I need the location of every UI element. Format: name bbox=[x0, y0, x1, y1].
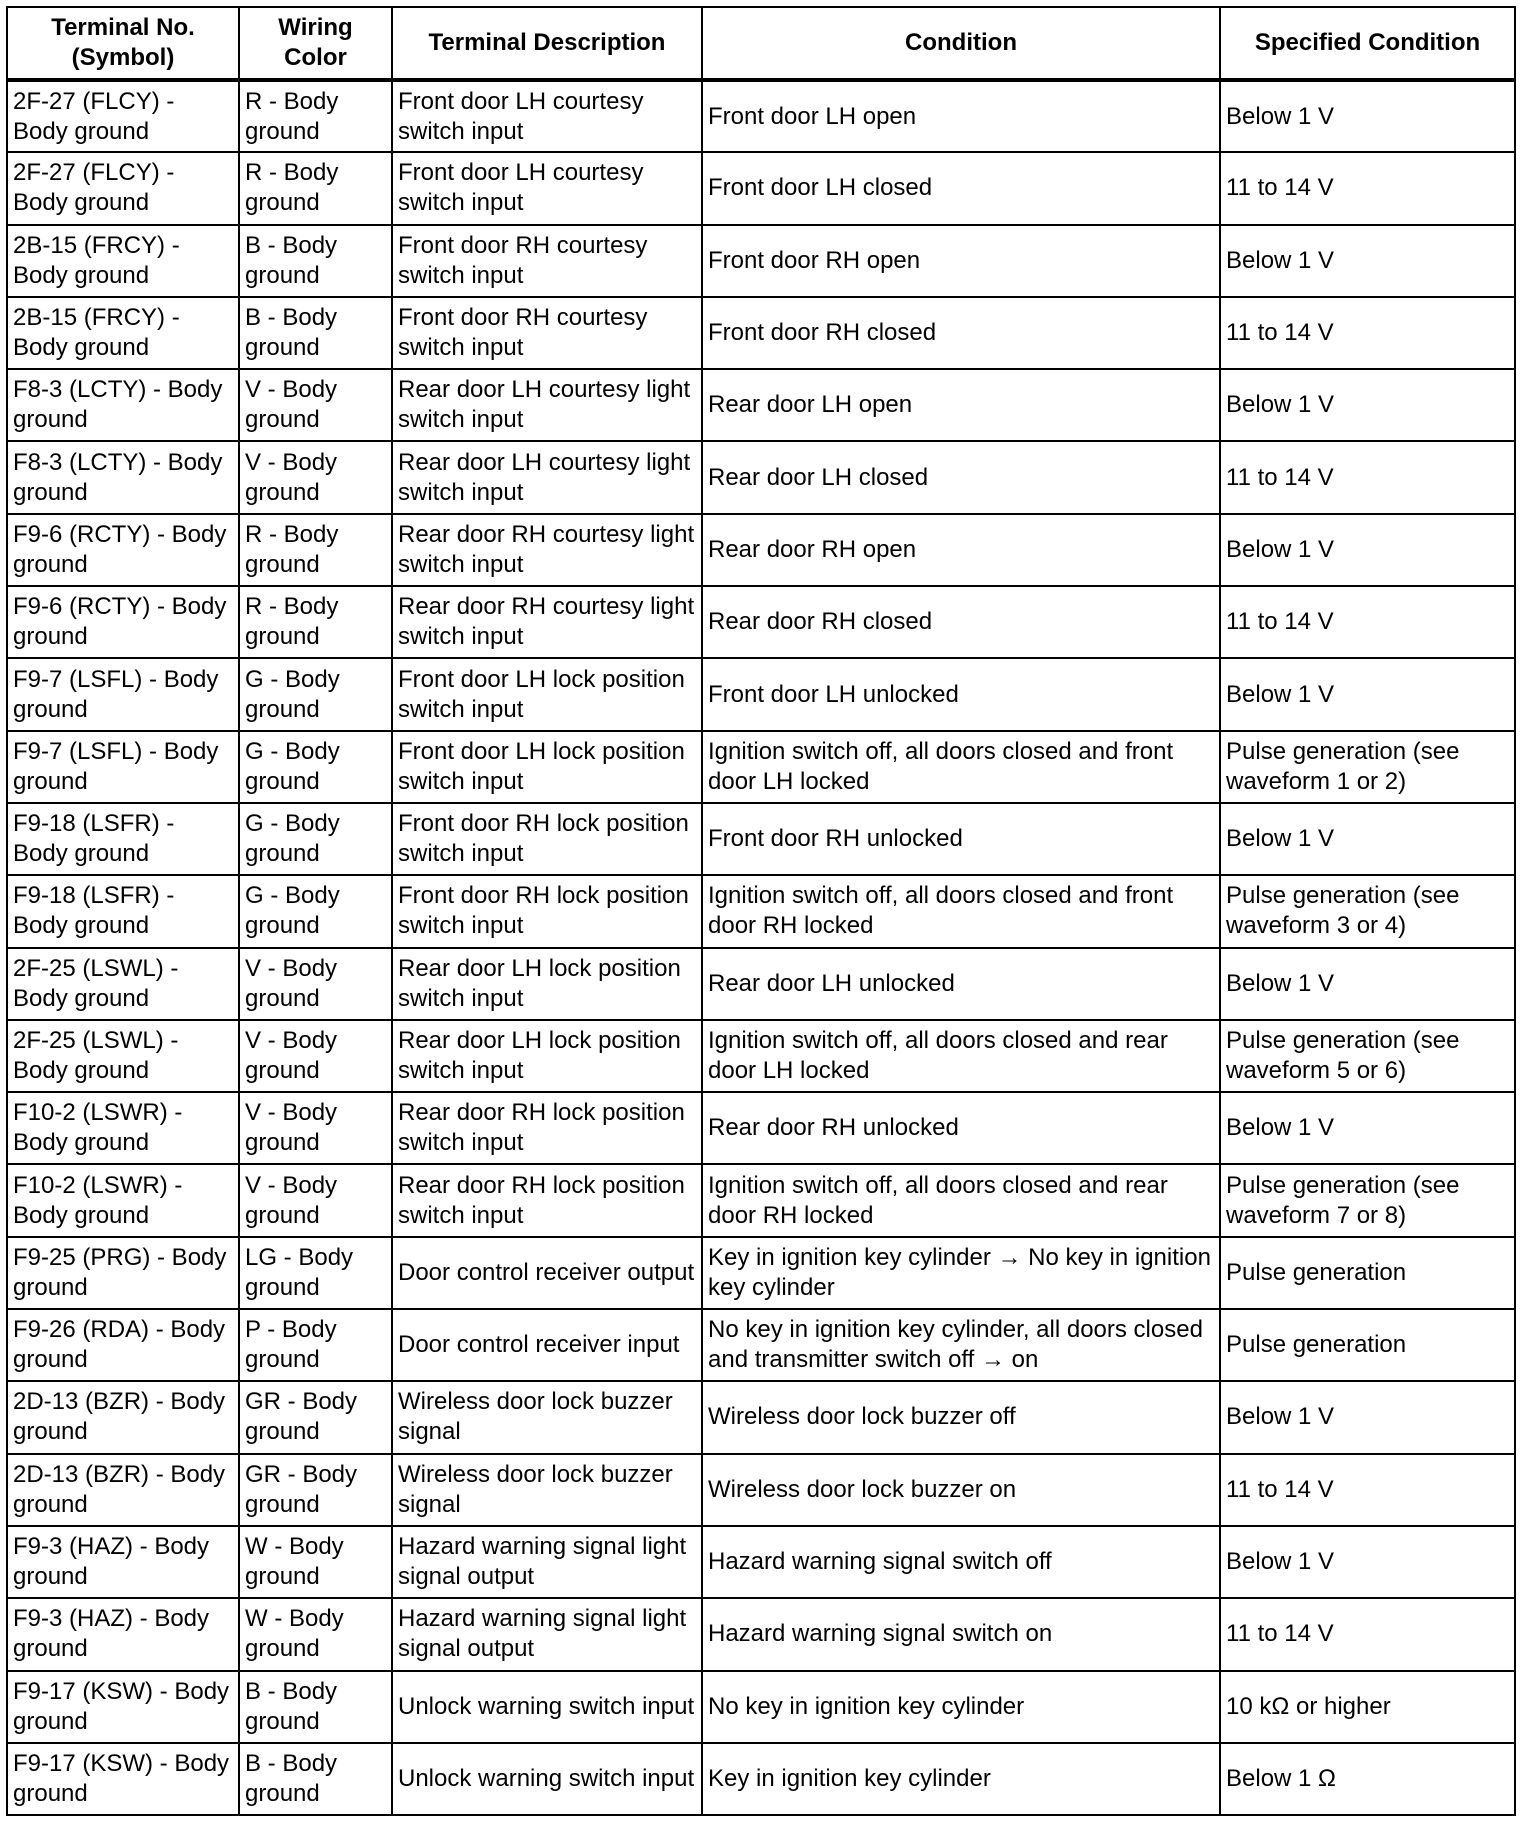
header-terminal: Terminal No. (Symbol) bbox=[7, 7, 239, 80]
cell-terminal-description: Front door RH courtesy switch input bbox=[392, 297, 702, 369]
cell-terminal-description: Hazard warning signal light signal output bbox=[392, 1526, 702, 1598]
cell-specified-condition: Below 1 V bbox=[1220, 80, 1515, 152]
cell-wiring-color: V - Body ground bbox=[239, 1092, 392, 1164]
cell-specified-condition: Below 1 V bbox=[1220, 514, 1515, 586]
table-row bbox=[7, 1598, 1515, 1670]
cell-wiring-color: W - Body ground bbox=[239, 1598, 392, 1670]
cell-wiring-color: LG - Body ground bbox=[239, 1237, 392, 1309]
cell-condition: Front door RH closed bbox=[702, 297, 1220, 369]
cell-terminal: F9-7 (LSFL) - Body ground bbox=[7, 658, 239, 730]
cell-condition: Ignition switch off, all doors closed and front door LH locked bbox=[702, 731, 1220, 803]
cell-terminal-description: Front door LH lock position switch input bbox=[392, 731, 702, 803]
cell-specified-condition: Pulse generation (see waveform 1 or 2) bbox=[1220, 731, 1515, 803]
cell-terminal: F9-18 (LSFR) - Body ground bbox=[7, 875, 239, 947]
cell-terminal: F9-3 (HAZ) - Body ground bbox=[7, 1598, 239, 1670]
cell-specified-condition: 11 to 14 V bbox=[1220, 152, 1515, 224]
cell-condition: Rear door RH unlocked bbox=[702, 1092, 1220, 1164]
cell-terminal-description: Hazard warning signal light signal output bbox=[392, 1598, 702, 1670]
cell-terminal: 2F-25 (LSWL) - Body ground bbox=[7, 1020, 239, 1092]
cell-specified-condition: Below 1 V bbox=[1220, 658, 1515, 730]
cell-terminal-description: Rear door LH lock position switch input bbox=[392, 948, 702, 1020]
table-row bbox=[7, 1237, 1515, 1309]
table-body bbox=[7, 80, 1515, 1815]
cell-terminal: F10-2 (LSWR) - Body ground bbox=[7, 1092, 239, 1164]
cell-terminal: F8-3 (LCTY) - Body ground bbox=[7, 441, 239, 513]
cell-wiring-color: B - Body ground bbox=[239, 225, 392, 297]
cell-condition: Rear door RH open bbox=[702, 514, 1220, 586]
table-row bbox=[7, 1743, 1515, 1815]
cell-wiring-color: V - Body ground bbox=[239, 948, 392, 1020]
cell-terminal: 2F-25 (LSWL) - Body ground bbox=[7, 948, 239, 1020]
cell-condition: Rear door LH closed bbox=[702, 441, 1220, 513]
cell-wiring-color: P - Body ground bbox=[239, 1309, 392, 1381]
cell-specified-condition: 10 kΩ or higher bbox=[1220, 1671, 1515, 1743]
cell-terminal: F9-25 (PRG) - Body ground bbox=[7, 1237, 239, 1309]
cell-wiring-color: V - Body ground bbox=[239, 441, 392, 513]
cell-terminal-description: Front door LH courtesy switch input bbox=[392, 80, 702, 152]
cell-specified-condition: Pulse generation bbox=[1220, 1309, 1515, 1381]
cell-specified-condition: 11 to 14 V bbox=[1220, 1598, 1515, 1670]
cell-condition: Front door LH unlocked bbox=[702, 658, 1220, 730]
cell-terminal-description: Rear door LH lock position switch input bbox=[392, 1020, 702, 1092]
cell-specified-condition: 11 to 14 V bbox=[1220, 586, 1515, 658]
cell-condition: Front door LH open bbox=[702, 80, 1220, 152]
cell-specified-condition: Below 1 V bbox=[1220, 948, 1515, 1020]
table-row bbox=[7, 1092, 1515, 1164]
cell-terminal-description: Front door RH lock position switch input bbox=[392, 875, 702, 947]
header-row bbox=[7, 7, 1515, 80]
header-terminal-description: Terminal Description bbox=[392, 7, 702, 80]
cell-terminal: 2B-15 (FRCY) - Body ground bbox=[7, 225, 239, 297]
cell-condition: Key in ignition key cylinder → No key in ignition key cylinder bbox=[702, 1237, 1220, 1309]
table-row bbox=[7, 658, 1515, 730]
terminal-spec-table bbox=[6, 6, 1516, 1816]
cell-wiring-color: GR - Body ground bbox=[239, 1381, 392, 1453]
cell-wiring-color: R - Body ground bbox=[239, 80, 392, 152]
cell-condition: Hazard warning signal switch on bbox=[702, 1598, 1220, 1670]
table-row bbox=[7, 586, 1515, 658]
cell-specified-condition: Below 1 V bbox=[1220, 1381, 1515, 1453]
table-row bbox=[7, 1381, 1515, 1453]
cell-condition: Ignition switch off, all doors closed and rear door LH locked bbox=[702, 1020, 1220, 1092]
header-wiring-color: Wiring Color bbox=[239, 7, 392, 80]
cell-terminal: F9-17 (KSW) - Body ground bbox=[7, 1671, 239, 1743]
cell-condition: Front door RH open bbox=[702, 225, 1220, 297]
cell-wiring-color: G - Body ground bbox=[239, 658, 392, 730]
table-row bbox=[7, 225, 1515, 297]
cell-condition: Ignition switch off, all doors closed and rear door RH locked bbox=[702, 1164, 1220, 1236]
cell-terminal: F10-2 (LSWR) - Body ground bbox=[7, 1164, 239, 1236]
cell-terminal: F9-6 (RCTY) - Body ground bbox=[7, 586, 239, 658]
cell-wiring-color: W - Body ground bbox=[239, 1526, 392, 1598]
cell-terminal-description: Door control receiver output bbox=[392, 1237, 702, 1309]
table-row bbox=[7, 1671, 1515, 1743]
cell-terminal: F9-7 (LSFL) - Body ground bbox=[7, 731, 239, 803]
cell-terminal-description: Rear door LH courtesy light switch input bbox=[392, 441, 702, 513]
cell-terminal-description: Wireless door lock buzzer signal bbox=[392, 1381, 702, 1453]
cell-wiring-color: R - Body ground bbox=[239, 514, 392, 586]
table-row bbox=[7, 80, 1515, 152]
table-row bbox=[7, 875, 1515, 947]
cell-specified-condition: Below 1 V bbox=[1220, 803, 1515, 875]
cell-condition: No key in ignition key cylinder, all doors closed and transmitter switch off → on bbox=[702, 1309, 1220, 1381]
cell-specified-condition: Below 1 V bbox=[1220, 1092, 1515, 1164]
cell-specified-condition: Pulse generation (see waveform 5 or 6) bbox=[1220, 1020, 1515, 1092]
cell-terminal: F9-18 (LSFR) - Body ground bbox=[7, 803, 239, 875]
cell-terminal-description: Door control receiver input bbox=[392, 1309, 702, 1381]
cell-terminal-description: Rear door RH lock position switch input bbox=[392, 1164, 702, 1236]
cell-wiring-color: R - Body ground bbox=[239, 152, 392, 224]
cell-terminal-description: Rear door RH courtesy light switch input bbox=[392, 514, 702, 586]
cell-wiring-color: B - Body ground bbox=[239, 297, 392, 369]
cell-terminal: 2D-13 (BZR) - Body ground bbox=[7, 1381, 239, 1453]
table-row bbox=[7, 731, 1515, 803]
cell-terminal-description: Front door LH courtesy switch input bbox=[392, 152, 702, 224]
cell-condition: Rear door RH closed bbox=[702, 586, 1220, 658]
cell-terminal-description: Front door RH lock position switch input bbox=[392, 803, 702, 875]
table-header bbox=[7, 7, 1515, 80]
table-row bbox=[7, 514, 1515, 586]
cell-condition: Front door RH unlocked bbox=[702, 803, 1220, 875]
cell-terminal: 2F-27 (FLCY) - Body ground bbox=[7, 80, 239, 152]
table-row bbox=[7, 152, 1515, 224]
cell-terminal-description: Rear door RH courtesy light switch input bbox=[392, 586, 702, 658]
cell-specified-condition: Below 1 V bbox=[1220, 369, 1515, 441]
table-row bbox=[7, 1309, 1515, 1381]
cell-condition: Front door LH closed bbox=[702, 152, 1220, 224]
cell-wiring-color: R - Body ground bbox=[239, 586, 392, 658]
cell-terminal-description: Unlock warning switch input bbox=[392, 1671, 702, 1743]
cell-wiring-color: V - Body ground bbox=[239, 369, 392, 441]
cell-terminal: 2D-13 (BZR) - Body ground bbox=[7, 1454, 239, 1526]
cell-condition: Wireless door lock buzzer on bbox=[702, 1454, 1220, 1526]
table-row bbox=[7, 1526, 1515, 1598]
table-row bbox=[7, 1454, 1515, 1526]
cell-specified-condition: Below 1 V bbox=[1220, 225, 1515, 297]
header-specified-condition: Specified Condition bbox=[1220, 7, 1515, 80]
cell-specified-condition: 11 to 14 V bbox=[1220, 441, 1515, 513]
cell-specified-condition: 11 to 14 V bbox=[1220, 1454, 1515, 1526]
cell-terminal-description: Rear door LH courtesy light switch input bbox=[392, 369, 702, 441]
table-row bbox=[7, 1020, 1515, 1092]
cell-condition: Ignition switch off, all doors closed and front door RH locked bbox=[702, 875, 1220, 947]
cell-specified-condition: Below 1 Ω bbox=[1220, 1743, 1515, 1815]
cell-specified-condition: Below 1 V bbox=[1220, 1526, 1515, 1598]
cell-terminal-description: Rear door RH lock position switch input bbox=[392, 1092, 702, 1164]
cell-condition: Rear door LH open bbox=[702, 369, 1220, 441]
cell-wiring-color: B - Body ground bbox=[239, 1671, 392, 1743]
cell-terminal: F9-17 (KSW) - Body ground bbox=[7, 1743, 239, 1815]
cell-terminal: F9-26 (RDA) - Body ground bbox=[7, 1309, 239, 1381]
cell-terminal: 2F-27 (FLCY) - Body ground bbox=[7, 152, 239, 224]
table-row bbox=[7, 948, 1515, 1020]
cell-wiring-color: V - Body ground bbox=[239, 1164, 392, 1236]
cell-wiring-color: G - Body ground bbox=[239, 803, 392, 875]
table-row bbox=[7, 1164, 1515, 1236]
cell-condition: Hazard warning signal switch off bbox=[702, 1526, 1220, 1598]
cell-specified-condition: Pulse generation (see waveform 7 or 8) bbox=[1220, 1164, 1515, 1236]
cell-condition: Rear door LH unlocked bbox=[702, 948, 1220, 1020]
cell-wiring-color: V - Body ground bbox=[239, 1020, 392, 1092]
cell-wiring-color: B - Body ground bbox=[239, 1743, 392, 1815]
cell-terminal-description: Front door RH courtesy switch input bbox=[392, 225, 702, 297]
cell-condition: No key in ignition key cylinder bbox=[702, 1671, 1220, 1743]
cell-wiring-color: G - Body ground bbox=[239, 731, 392, 803]
table-row bbox=[7, 441, 1515, 513]
cell-specified-condition: 11 to 14 V bbox=[1220, 297, 1515, 369]
table-row bbox=[7, 803, 1515, 875]
table-row bbox=[7, 297, 1515, 369]
cell-terminal-description: Unlock warning switch input bbox=[392, 1743, 702, 1815]
cell-wiring-color: G - Body ground bbox=[239, 875, 392, 947]
cell-specified-condition: Pulse generation (see waveform 3 or 4) bbox=[1220, 875, 1515, 947]
cell-terminal: F8-3 (LCTY) - Body ground bbox=[7, 369, 239, 441]
cell-terminal: 2B-15 (FRCY) - Body ground bbox=[7, 297, 239, 369]
cell-condition: Wireless door lock buzzer off bbox=[702, 1381, 1220, 1453]
cell-terminal-description: Wireless door lock buzzer signal bbox=[392, 1454, 702, 1526]
table-row bbox=[7, 369, 1515, 441]
cell-terminal: F9-3 (HAZ) - Body ground bbox=[7, 1526, 239, 1598]
cell-condition: Key in ignition key cylinder bbox=[702, 1743, 1220, 1815]
cell-terminal: F9-6 (RCTY) - Body ground bbox=[7, 514, 239, 586]
cell-terminal-description: Front door LH lock position switch input bbox=[392, 658, 702, 730]
cell-specified-condition: Pulse generation bbox=[1220, 1237, 1515, 1309]
header-condition: Condition bbox=[702, 7, 1220, 80]
cell-wiring-color: GR - Body ground bbox=[239, 1454, 392, 1526]
